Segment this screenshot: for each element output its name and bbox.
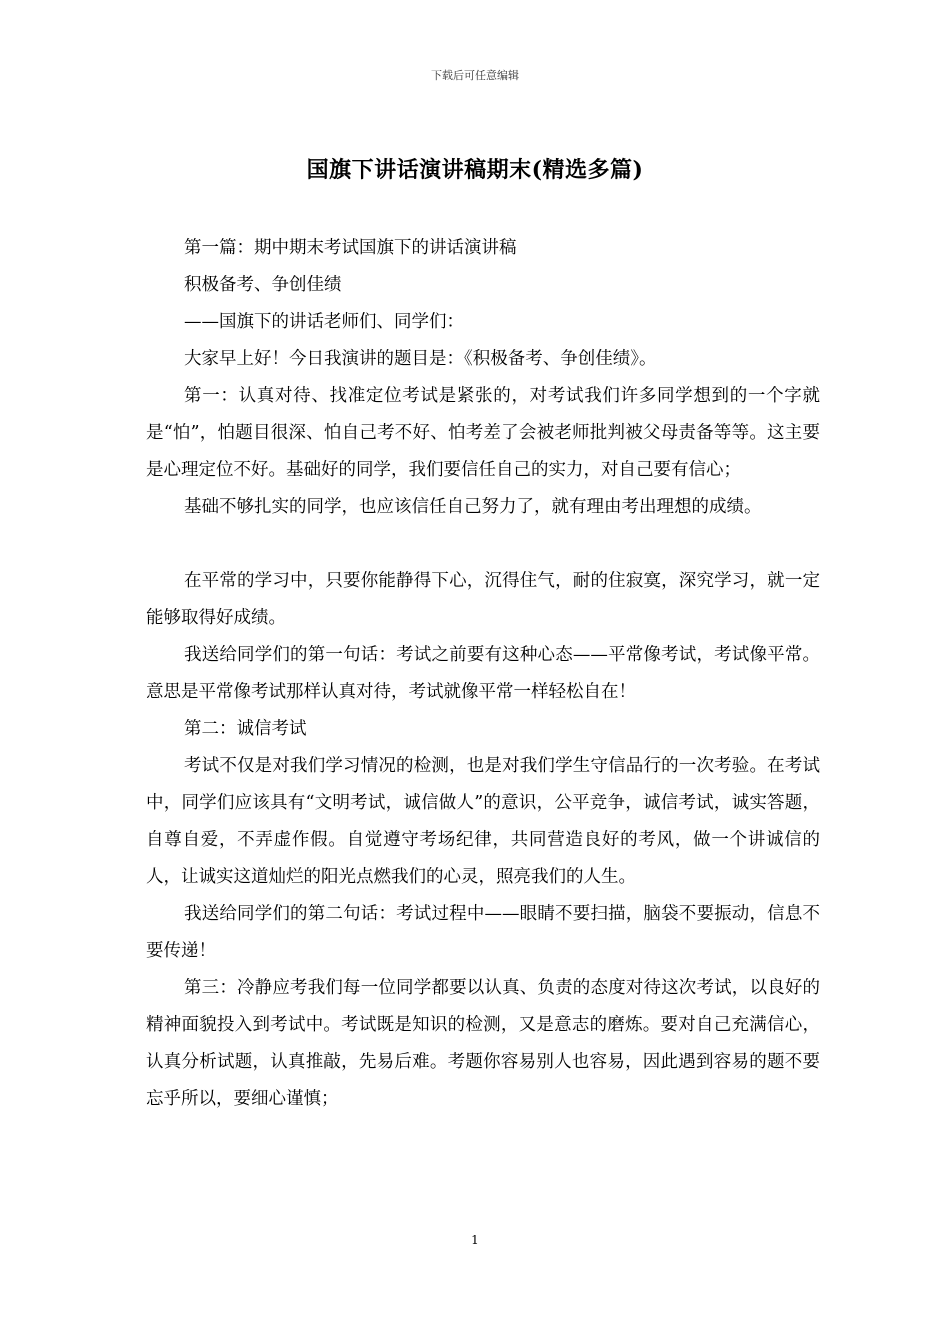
paragraph-point-three: 第三：冷静应考我们每一位同学都要以认真、负责的态度对待这次考试，以良好的精神面貌投入到考试中。考试既是知识的检测，又是意志的磨炼。要对自己充满信心，认真分析试题，认真推敲，先易后难。考题你容易别人也容易，因此遇到容易的题不要忘乎所以，要细心谨慎； (146, 978, 820, 1109)
header-note: 下载后可任意编辑 (431, 69, 519, 82)
paragraph-point-one: 第一：认真对待、找准定位考试是紧张的，对考试我们许多同学想到的一个字就是“怕”，怕题目很深、怕自己考不好、怕考差了会被老师批判被父母责备等等。这主要是心理定位不好。基础好的同学，我们要信任自己的实力，对自己要有信心； (146, 386, 820, 480)
paragraph-point-one-continued: 基础不够扎实的同学，也应该信任自己努力了，就有理由考出理想的成绩。 (184, 497, 762, 517)
document-body (146, 230, 820, 1118)
paragraph-honesty: 考试不仅是对我们学习情况的检测，也是对我们学生守信品行的一次考验。在考试中，同学们应该具有“文明考试，诚信做人”的意识，公平竞争，诚信考试，诚实答题，自尊自爱，不弄虚作假。自觉遵守考场纪律，共同营造良好的考风，做一个讲诚信的人，让诚实这道灿烂的阳光点燃我们的心灵，照亮我们的人生。 (146, 756, 820, 887)
paragraph-section-heading: 第一篇：期中期末考试国旗下的讲话演讲稿 (184, 238, 517, 258)
paragraph-speech-title: 积极备考、争创佳绩 (184, 275, 342, 295)
page-number: 1 (471, 1233, 479, 1247)
paragraph-address: ——国旗下的讲话老师们、同学们： (184, 312, 464, 332)
paragraph-study-advice: 在平常的学习中，只要你能静得下心，沉得住气，耐的住寂寞，深究学习，就一定能够取得好成绩。 (146, 571, 820, 628)
paragraph-point-two-heading: 第二：诚信考试 (184, 719, 307, 739)
document-title: 国旗下讲话演讲稿期末(精选多篇) (306, 157, 644, 183)
blank-line (146, 526, 820, 563)
paragraph-greeting: 大家早上好！今日我演讲的题目是：《积极备考、争创佳绩》。 (184, 349, 657, 369)
paragraph-second-saying: 我送给同学们的第二句话：考试过程中——眼睛不要扫描，脑袋不要振动，信息不要传递！ (146, 904, 820, 961)
paragraph-first-saying: 我送给同学们的第一句话：考试之前要有这种心态——平常像考试，考试像平常。意思是平常像考试那样认真对待，考试就像平常一样轻松自在！ (146, 645, 820, 702)
